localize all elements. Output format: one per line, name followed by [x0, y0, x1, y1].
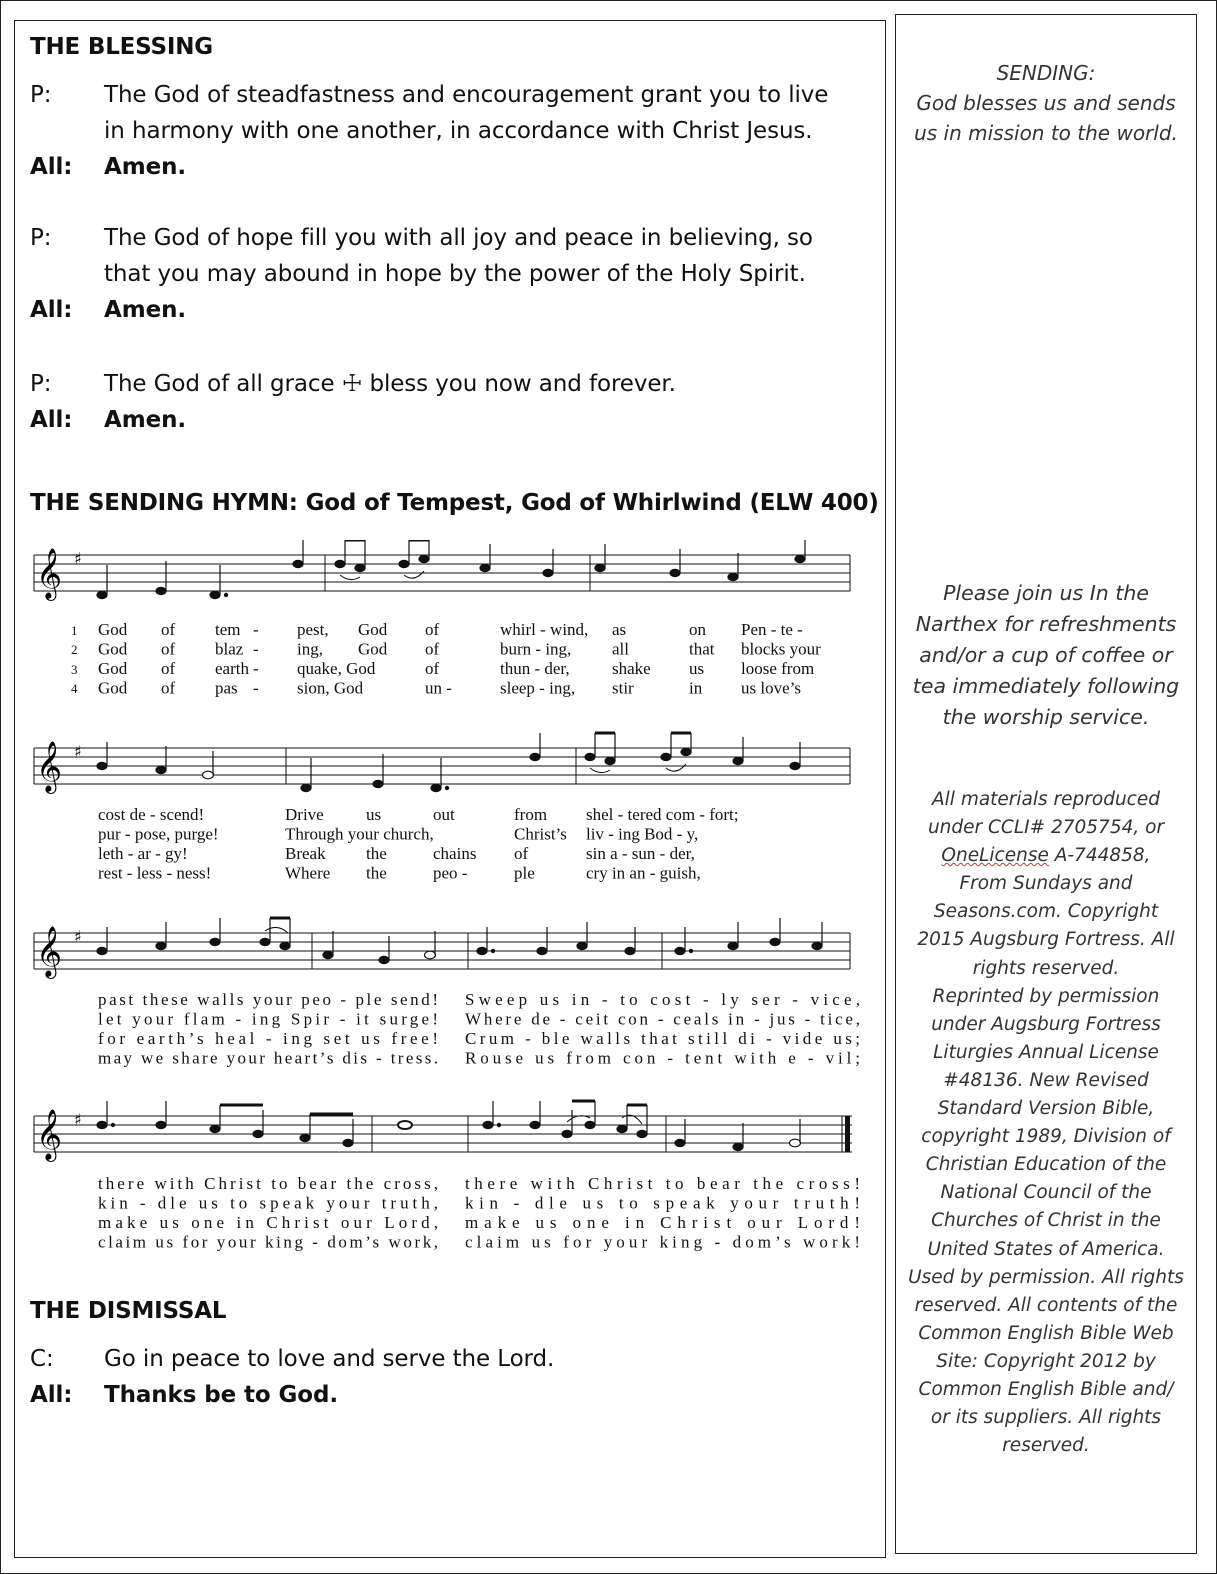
hymn-lyric: blaz	[215, 639, 244, 659]
hymn-lyric: loose from	[741, 659, 815, 678]
svg-text:3: 3	[71, 662, 78, 677]
hymn-lyric: peo -	[433, 863, 468, 883]
blessing-heading: THE BLESSING	[30, 34, 213, 60]
hymn-lyric: -	[253, 639, 259, 659]
speaker-label: C:	[30, 1346, 54, 1372]
hymn-lyric: -	[253, 620, 259, 639]
speaker-label: P:	[30, 82, 52, 108]
hymn-lyric: claim us for your king - dom’s work!	[465, 1232, 860, 1252]
hymn-lyric: Drive	[285, 805, 324, 824]
hymn-lyric: cry in an - guish,	[586, 863, 701, 883]
hymn-lyric: Crum - ble walls that still di - vide us;	[465, 1029, 860, 1048]
hymn-lyric: us love’s	[741, 678, 801, 698]
sharp-icon: ♯	[74, 927, 82, 946]
hymn-lyric: for earth’s heal - ing set us free!	[98, 1029, 439, 1048]
hymn-lyric: sin a - sun - der,	[586, 844, 695, 863]
hymn-lyric: earth	[215, 659, 249, 678]
hymn-lyric: rest - less - ness!	[98, 863, 212, 883]
copyright-line: reserved. All contents of the	[914, 1294, 1178, 1316]
copyright-line: National Council of the	[940, 1182, 1152, 1204]
copyright-line: rights reserved.	[972, 957, 1120, 979]
dismissal-response: Thanks be to God.	[104, 1382, 339, 1408]
copyright-line: Common English Bible Web	[918, 1322, 1174, 1344]
amen-response: Amen.	[104, 297, 186, 323]
copyright-line: From Sundays and	[959, 873, 1133, 895]
copyright-line: Site: Copyright 2012 by	[936, 1350, 1156, 1372]
hymn-lyric: quake, God	[297, 659, 376, 678]
hymn-lyric: shake	[612, 659, 651, 678]
hymn-lyric: make us one in Christ our Lord!	[465, 1213, 860, 1232]
sending-line: us in mission to the world.	[914, 121, 1178, 145]
treble-clef-icon: 𝄞	[36, 926, 63, 977]
hymn-lyric: burn - ing,	[500, 639, 572, 659]
hymn-lyric: Where de - ceit con - ceals in - jus - tice,	[465, 1009, 860, 1029]
hymn-lyric: that	[689, 639, 715, 659]
copyright-line: #48136. New Revised	[943, 1069, 1149, 1091]
hymn-lyric: Sweep us in - to cost - ly ser - vice,	[465, 990, 860, 1009]
hymn-lyric: us	[366, 805, 382, 824]
hymn-lyric: whirl - wind,	[500, 620, 589, 639]
hymn-heading: THE SENDING HYMN: God of Tempest, God of Whirlwind (ELW 400)	[30, 490, 879, 516]
hymn-lyric: tem	[215, 620, 241, 639]
svg-text:4: 4	[71, 681, 78, 696]
copyright-line: under CCLI# 2705754, or	[927, 817, 1165, 839]
copyright-line: All materials reproduced	[932, 789, 1160, 810]
sharp-icon: ♯	[74, 742, 82, 761]
hymn-lyric: liv - ing Bod - y,	[586, 824, 699, 844]
sharp-icon: ♯	[74, 1110, 82, 1129]
copyright-line: United States of America.	[927, 1238, 1165, 1260]
copyright-line: Used by permission. All rights	[908, 1266, 1184, 1288]
hymn-lyric: -	[253, 659, 259, 678]
hymn-lyric: as	[612, 620, 627, 639]
all-label: All:	[30, 1382, 73, 1408]
hymn-lyric: pas	[215, 678, 238, 698]
hymn-lyric: -	[253, 678, 259, 698]
hymn-lyric: Where	[285, 863, 331, 883]
blessing-line: in harmony with one another, in accordance with Christ Jesus.	[104, 118, 813, 144]
hymn-lyric: kin - dle us to speak your truth!	[465, 1193, 860, 1213]
hymn-lyric: Rouse us from con - tent with e - vil;	[465, 1048, 860, 1068]
hymn-lyric: blocks your	[741, 639, 821, 659]
hymn-lyric: God	[98, 678, 128, 698]
sidebar-invitation	[900, 578, 1192, 733]
blessing-line: The God of steadfastness and encouragement grant you to live	[104, 82, 829, 108]
hymn-lyric: sion, God	[297, 678, 364, 698]
hymn-lyric: cost de - scend!	[98, 805, 205, 824]
hymn-lyric: may we share your heart’s dis - tress.	[98, 1048, 439, 1068]
hymn-lyric: claim us for your king - dom’s work,	[98, 1232, 438, 1252]
hymn-lyric: there with Christ to bear the cross!	[465, 1174, 860, 1193]
copyright-line: copyright 1989, Division of	[921, 1126, 1171, 1148]
speaker-label: P:	[30, 371, 52, 397]
blessing-line: that you may abound in hope by the power of the Holy Spirit.	[104, 261, 806, 287]
copyright-line: or its suppliers. All rights	[930, 1407, 1162, 1429]
hymn-lyric: of	[425, 659, 440, 678]
copyright-line: Liturgies Annual License	[933, 1041, 1159, 1063]
hymn-lyric: God	[358, 620, 388, 639]
invitation-line: and/or a cup of coffee or	[919, 643, 1173, 667]
copyright-line: OneLicense A-744858,	[941, 845, 1151, 867]
hymn-system-1	[30, 540, 860, 705]
treble-clef-icon: 𝄞	[36, 1109, 63, 1160]
copyright-line: Reprinted by permission	[932, 985, 1160, 1007]
amen-response: Amen.	[104, 154, 186, 180]
treble-clef-icon: 𝄞	[36, 741, 63, 792]
hymn-lyric: on	[689, 620, 706, 639]
hymn-lyric: Pen - te -	[741, 620, 803, 639]
hymn-lyric: from	[514, 805, 548, 824]
invitation-line: tea immediately following	[912, 674, 1180, 698]
hymn-lyric: of	[161, 620, 176, 639]
sending-title: SENDING:	[996, 61, 1096, 85]
treble-clef-icon: 𝄞	[36, 548, 63, 599]
sidebar-sending	[900, 58, 1192, 148]
dismissal-heading: THE DISMISSAL	[30, 1298, 227, 1324]
blessing-line: The God of all grace ☩ bless you now and forever.	[104, 371, 676, 397]
copyright-line: Standard Version Bible,	[937, 1098, 1155, 1120]
hymn-lyric: of	[425, 639, 440, 659]
hymn-lyric: of	[514, 844, 529, 863]
hymn-lyric: ple	[514, 863, 535, 883]
speaker-label: P:	[30, 225, 52, 251]
hymn-lyric: the	[366, 863, 387, 883]
svg-text:2: 2	[71, 642, 78, 657]
copyright-line: Common English Bible and/	[918, 1378, 1174, 1400]
hymn-lyric: un -	[425, 678, 452, 698]
hymn-lyric: of	[161, 639, 176, 659]
hymn-lyric: of	[425, 620, 440, 639]
hymn-lyric: past these walls your peo - ple send!	[98, 990, 438, 1009]
hymn-lyric: sleep - ing,	[500, 678, 576, 698]
hymn-lyric: God	[358, 639, 388, 659]
copyright-line: Christian Education of the	[925, 1154, 1167, 1176]
hymn-lyric: us	[689, 659, 705, 678]
hymn-lyric: of	[161, 678, 176, 698]
invitation-line: the worship service.	[942, 705, 1150, 729]
hymn-lyric: stir	[612, 678, 634, 698]
hymn-system-3	[30, 915, 860, 1075]
sidebar-copyright	[900, 786, 1192, 1460]
hymn-lyric: all	[612, 639, 629, 659]
copyright-line: Seasons.com. Copyright	[933, 901, 1159, 923]
dismissal-line: Go in peace to love and serve the Lord.	[104, 1346, 555, 1372]
sharp-icon: ♯	[74, 549, 82, 568]
hymn-lyric: Christ’s	[514, 824, 567, 844]
svg-text:1: 1	[71, 623, 78, 638]
invitation-line: Please join us In the	[943, 581, 1149, 605]
hymn-lyric: of	[161, 659, 176, 678]
hymn-lyric: pest,	[297, 620, 329, 639]
hymn-lyric: God	[98, 659, 128, 678]
hymn-lyric: there with Christ to bear the cross,	[98, 1174, 439, 1193]
all-label: All:	[30, 297, 73, 323]
hymn-lyric: God	[98, 620, 128, 639]
invitation-line: Narthex for refreshments	[915, 612, 1177, 636]
hymn-lyric: shel - tered com - fort;	[586, 805, 739, 824]
sending-line: God blesses us and sends	[916, 91, 1176, 115]
hymn-lyric: in	[689, 678, 703, 698]
hymn-lyric: leth - ar - gy!	[98, 844, 188, 863]
amen-response: Amen.	[104, 407, 186, 433]
hymn-system-4	[30, 1098, 860, 1258]
hymn-lyric: Break	[285, 844, 326, 863]
copyright-line: reserved.	[1002, 1435, 1090, 1457]
hymn-lyric: let your flam - ing Spir - it surge!	[98, 1009, 439, 1029]
blessing-line: The God of hope fill you with all joy and peace in believing, so	[104, 225, 813, 251]
hymn-lyric: make us one in Christ our Lord,	[98, 1213, 438, 1232]
hymn-lyric: chains	[433, 844, 477, 863]
all-label: All:	[30, 407, 73, 433]
hymn-lyric: the	[366, 844, 387, 863]
hymn-lyric: Through your church,	[285, 824, 434, 844]
copyright-line: 2015 Augsburg Fortress. All	[917, 929, 1175, 951]
hymn-lyric: ing,	[297, 639, 323, 659]
copyright-line: Churches of Christ in the	[931, 1210, 1161, 1232]
hymn-system-2	[30, 728, 860, 893]
hymn-lyric: pur - pose, purge!	[98, 824, 219, 844]
hymn-lyric: out	[433, 805, 455, 824]
hymn-lyric: God	[98, 639, 128, 659]
hymn-lyric: kin - dle us to speak your truth,	[98, 1193, 438, 1213]
hymn-lyric: thun - der,	[500, 659, 570, 678]
copyright-line: under Augsburg Fortress	[931, 1013, 1161, 1035]
all-label: All:	[30, 154, 73, 180]
final-barline	[845, 1116, 850, 1152]
